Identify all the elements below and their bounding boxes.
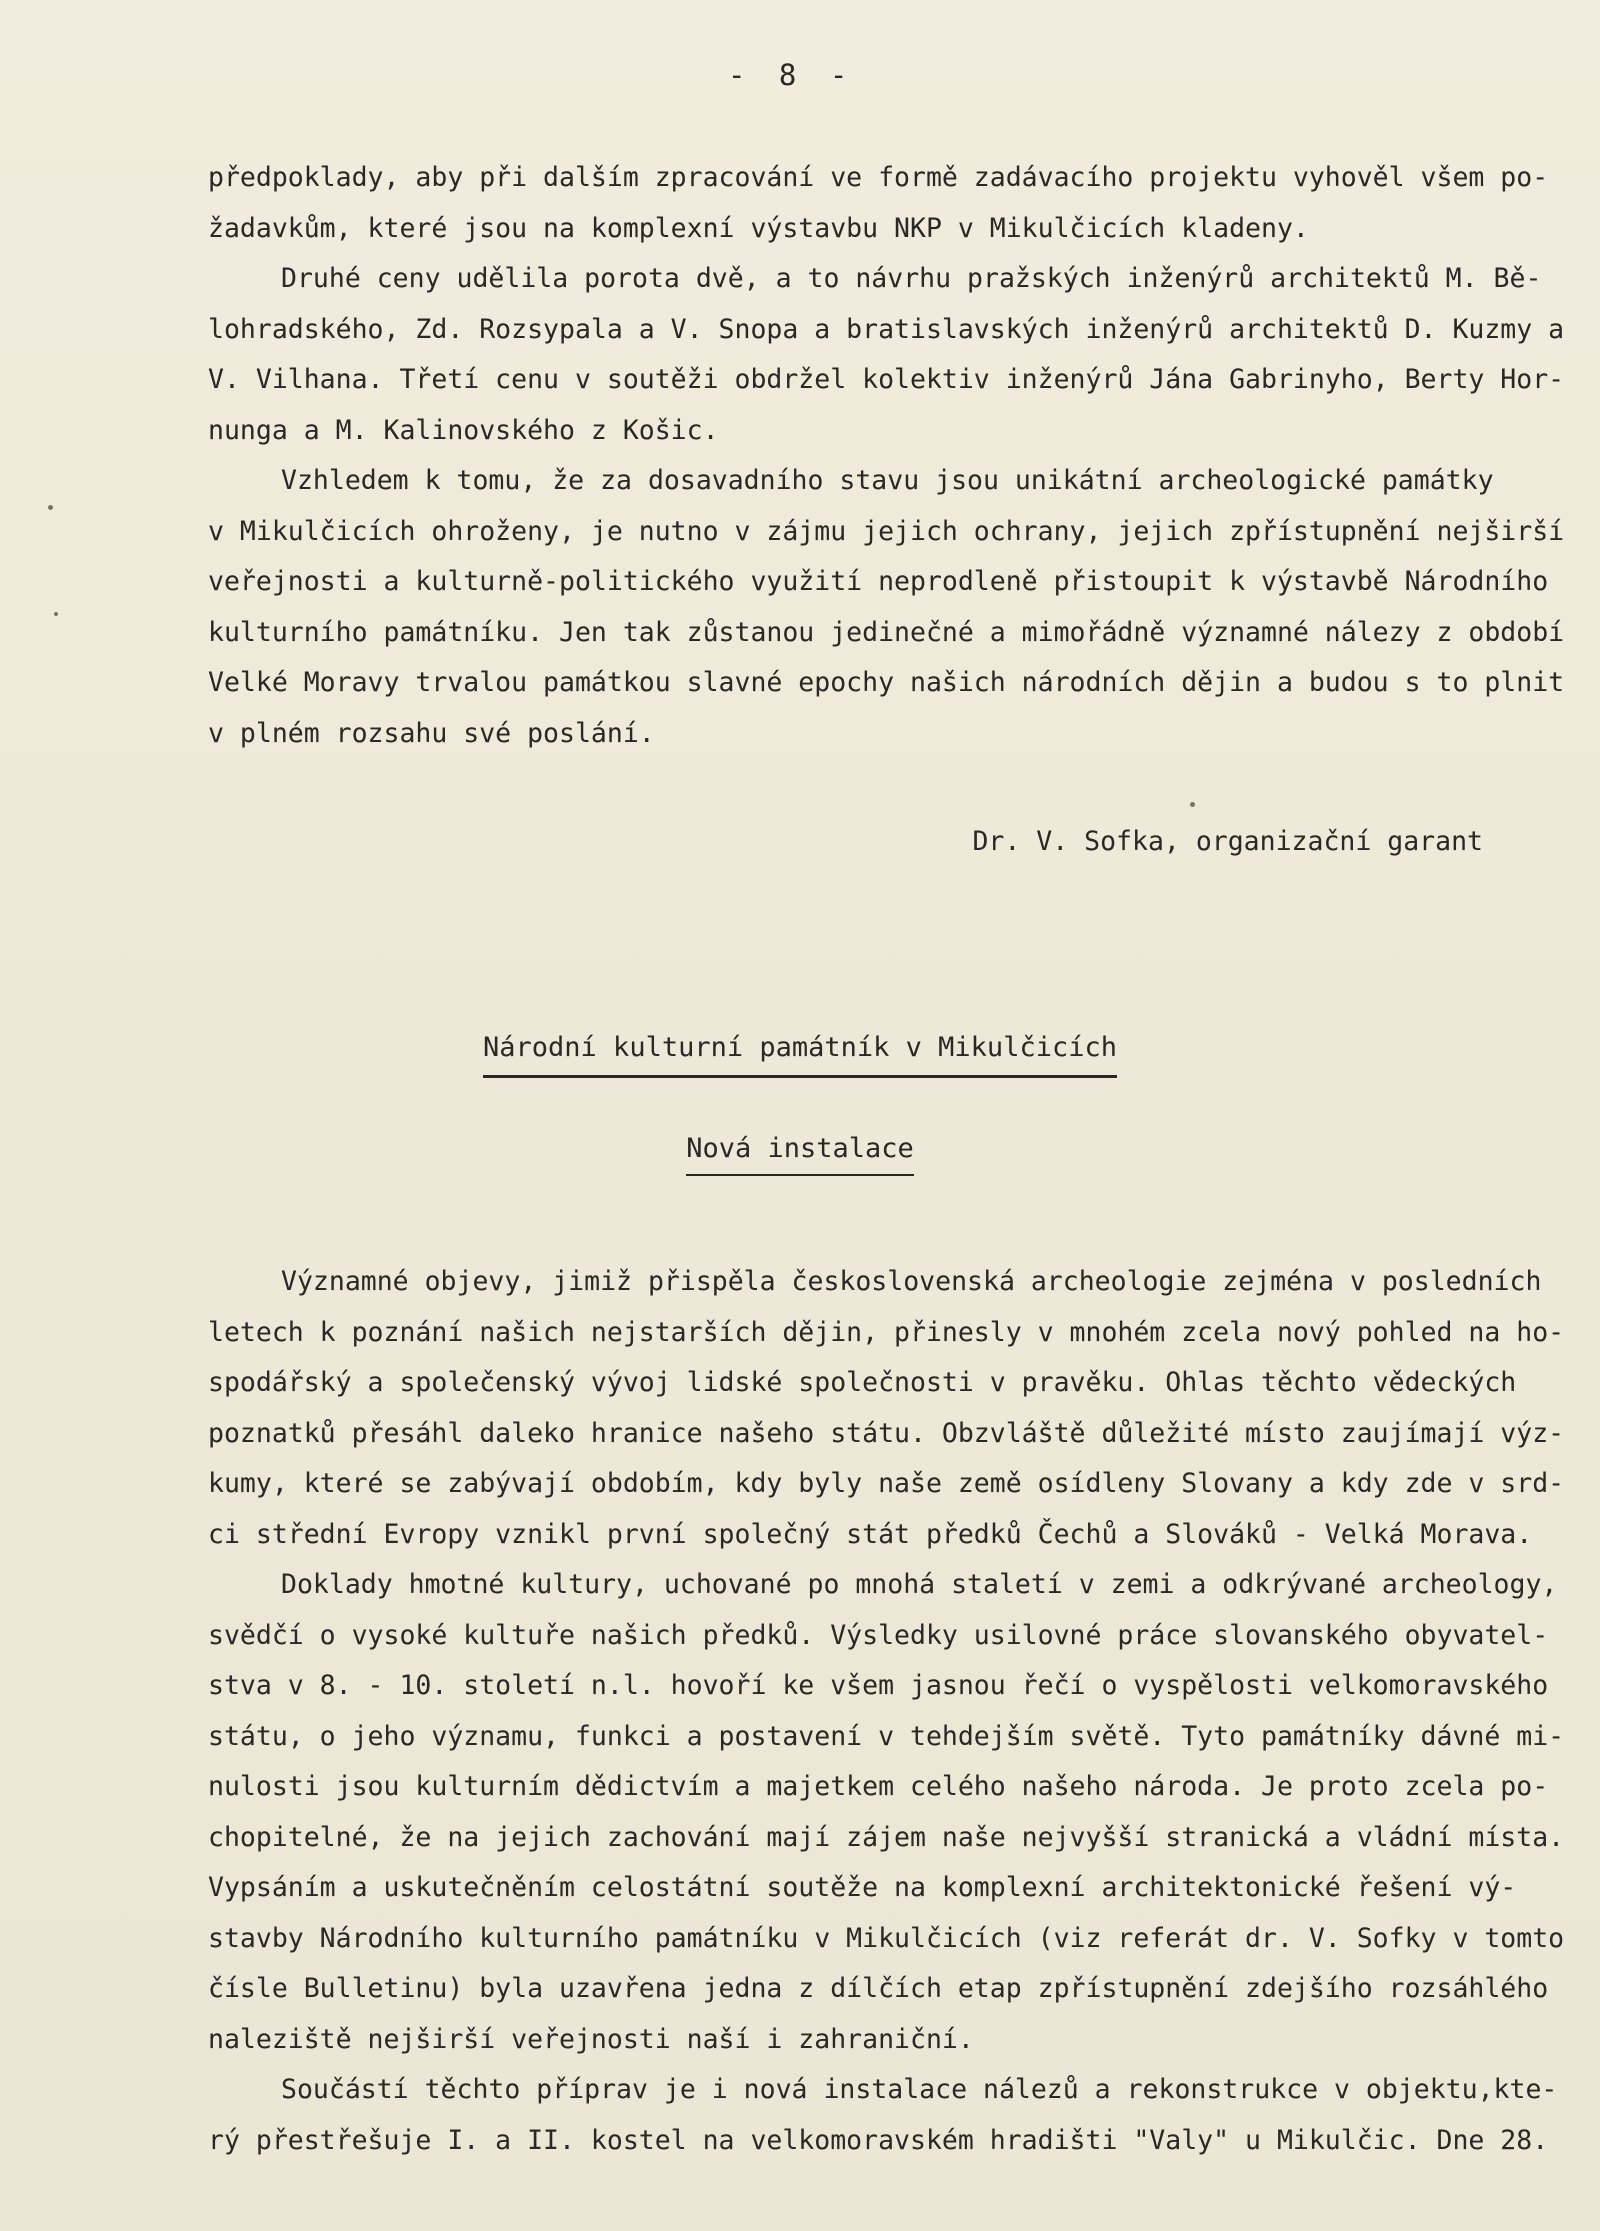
text-line: spodářský a společenský vývoj lidské společnosti v pravěku. Ohlas těchto vědeckých bbox=[208, 1367, 1517, 1398]
text-line: Velké Moravy trvalou památkou slavné epochy našich národních dějin a budou s to plnit bbox=[208, 667, 1565, 698]
text-line: předpoklady, aby při dalším zpracování ve formě zadávacího projektu vyhověl všem po- bbox=[208, 162, 1549, 193]
text-line: Významné objevy, jimiž přispěla československá archeologie zejména v posledních bbox=[281, 1266, 1542, 1297]
text-line: v plném rozsahu své poslání. bbox=[208, 717, 655, 749]
signature: Dr. V. Sofka, organizační garant bbox=[972, 826, 1483, 857]
paper-speck bbox=[48, 505, 53, 510]
text-line: Vypsáním a uskutečněním celostátní soutěže na komplexní architektonické řešení vý- bbox=[208, 1872, 1517, 1903]
text-line: poznatků přesáhl daleko hranice našeho státu. Obzvláště důležité místo zaujímají výz- bbox=[208, 1417, 1565, 1449]
paragraph bbox=[208, 1257, 1565, 1560]
text-line: stva v 8. - 10. století n.l. hovoří ke všem jasnou řečí o vyspělosti velkomoravského bbox=[208, 1670, 1549, 1701]
text-line: veřejnosti a kulturně-politického využití neprodleně přistoupit k výstavbě Národního bbox=[208, 566, 1549, 597]
text-line: naleziště nejširší veřejnosti naší i zahraniční. bbox=[208, 2023, 974, 2055]
article-subtitle bbox=[0, 1133, 1600, 1176]
section1-text bbox=[208, 153, 1565, 759]
text-line: Druhé ceny udělila porota dvě, a to návrhu pražských inženýrů architektů M. Bě- bbox=[281, 263, 1542, 294]
text-line: chopitelné, že na jejich zachování mají zájem naše nejvyšší stranická a vládní místa. bbox=[208, 1821, 1565, 1853]
text-line: rý přestřešuje I. a II. kostel na velkomoravském hradišti "Valy" u Mikulčic. Dne 28. bbox=[208, 2124, 1549, 2156]
text-line: Doklady hmotné kultury, uchované po mnohá staletí v zemi a odkrývané archeology, bbox=[281, 1569, 1558, 1600]
paragraph bbox=[208, 153, 1549, 254]
article-subtitle-text: Nová instalace bbox=[686, 1133, 914, 1176]
text-line: kulturního památníku. Jen tak zůstanou jedinečné a mimořádně významné nálezy z období bbox=[208, 616, 1565, 648]
text-line: letech k poznání našich nejstarších dějin, přinesly v mnohém zcela nový pohled na ho- bbox=[208, 1316, 1565, 1348]
text-line: V. Vilhana. Třetí cenu v soutěži obdržel kolektiv inženýrů Jána Gabrinyho, Berty Hor- bbox=[208, 364, 1565, 395]
text-line: stavby Národního kulturního památníku v Mikulčicích (viz referát dr. V. Sofky v tomto bbox=[208, 1922, 1565, 1954]
paper-speck bbox=[1190, 802, 1195, 807]
text-line: ci střední Evropy vznikl první společný stát předků Čechů a Slováků - Velká Morava. bbox=[208, 1518, 1533, 1550]
text-line: nulosti jsou kulturním dědictvím a majetkem celého našeho národa. Je proto zcela po- bbox=[208, 1771, 1549, 1802]
text-line: žadavkům, které jsou na komplexní výstavbu NKP v Mikulčicích kladeny. bbox=[208, 212, 1309, 244]
text-line: nunga a M. Kalinovského z Košic. bbox=[208, 414, 719, 446]
text-line: lohradského, Zd. Rozsypala a V. Snopa a bratislavských inženýrů architektů D. Kuzmy a bbox=[208, 313, 1565, 345]
text-line: kumy, které se zabývají obdobím, kdy byly naše země osídleny Slovany a kdy zde v srd- bbox=[208, 1468, 1565, 1499]
paragraph bbox=[208, 1560, 1565, 2065]
text-line: svědčí o vysoké kultuře našich předků. Výsledky usilovné práce slovanského obyvatel- bbox=[208, 1619, 1549, 1651]
section2-text bbox=[208, 1257, 1565, 2166]
text-line: Vzhledem k tomu, že za dosavadního stavu jsou unikátní archeologické památky bbox=[281, 465, 1494, 496]
article-title bbox=[0, 1032, 1600, 1078]
paper-speck bbox=[54, 612, 58, 616]
text-line: státu, o jeho významu, funkci a postavení v tehdejším světě. Tyto památníky dávné mi- bbox=[208, 1720, 1565, 1752]
text-line: Součástí těchto příprav je i nová instalace nálezů a rekonstrukce v objektu,kte- bbox=[281, 2074, 1558, 2105]
article-title-text: Národní kulturní památník v Mikulčicích bbox=[483, 1032, 1117, 1078]
paragraph bbox=[208, 456, 1565, 759]
text-line: čísle Bulletinu) byla uzavřena jedna z dílčích etap zpřístupnění zdejšího rozsáhlého bbox=[208, 1973, 1549, 2004]
page-number: - 8 - bbox=[728, 58, 856, 92]
paragraph bbox=[208, 2065, 1558, 2166]
text-line: v Mikulčicích ohroženy, je nutno v zájmu jejich ochrany, jejich zpřístupnění nejširší bbox=[208, 515, 1565, 547]
paragraph bbox=[208, 254, 1565, 456]
